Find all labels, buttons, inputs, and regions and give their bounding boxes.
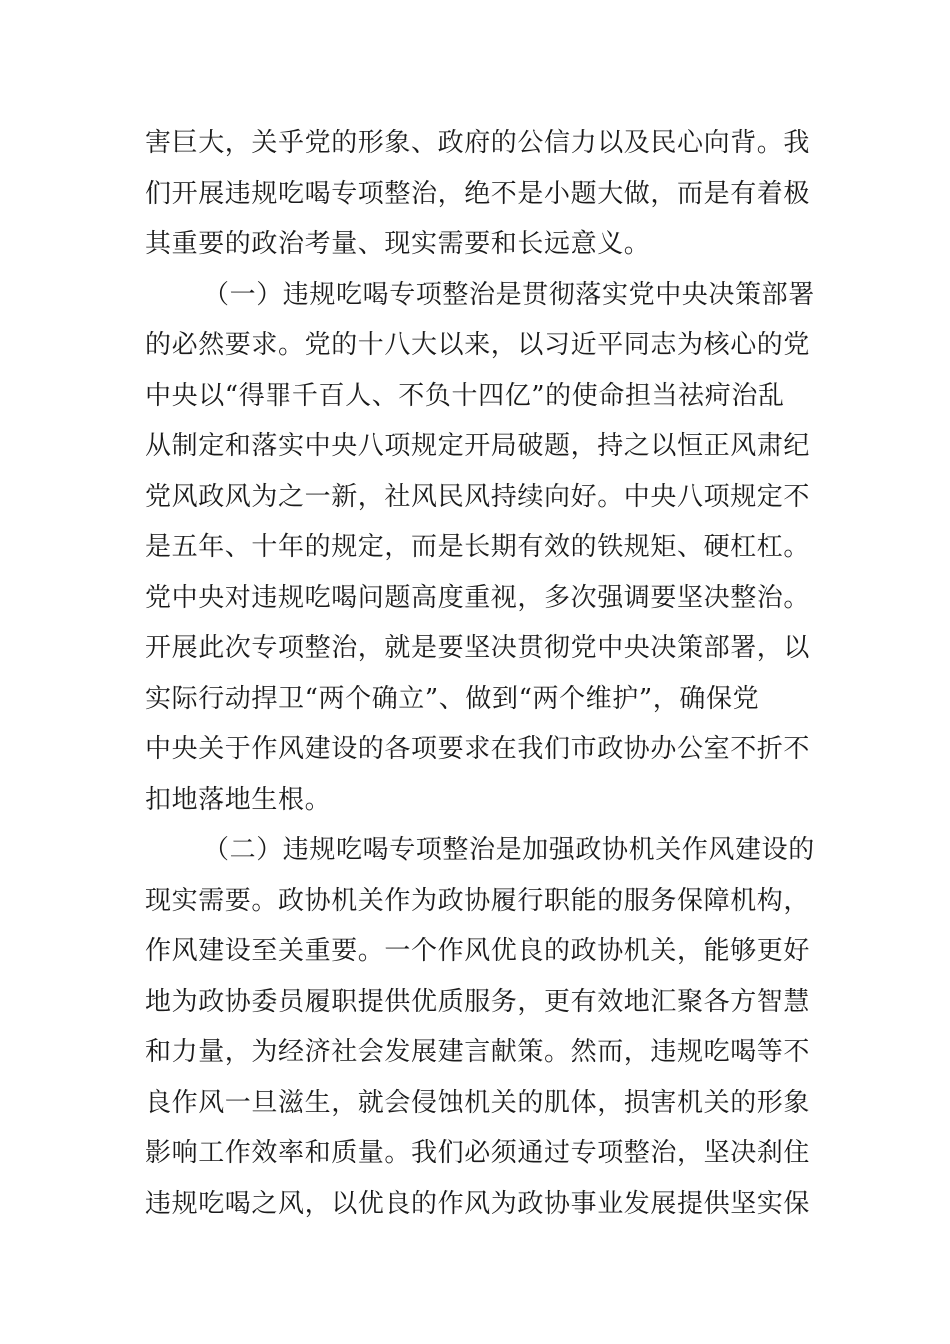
- text-line: 党风政风为之一新，社风民风持续向好。中央八项规定不: [145, 481, 811, 512]
- text-line: 地为政协委员履职提供优质服务，更有效地汇聚各方智慧: [145, 986, 811, 1017]
- text-line: 违规吃喝之风，以优良的作风为政协事业发展提供坚实保: [145, 1188, 811, 1219]
- text-line: 的必然要求。党的十八大以来，以习近平同志为核心的党: [145, 330, 811, 360]
- text-line: 扣地落地生根。: [145, 784, 332, 815]
- document-body: [145, 118, 815, 1229]
- text-line: 害巨大，关乎党的形象、政府的公信力以及民心向背。我: [145, 128, 811, 158]
- text-line: 们开展违规吃喝专项整治，绝不是小题大做，而是有着极: [145, 178, 811, 209]
- text-line: 其重要的政治考量、现实需要和长远意义。: [145, 229, 651, 259]
- text-line: 良作风一旦滋生，就会侵蚀机关的肌体，损害机关的形象: [145, 1087, 811, 1118]
- text-line: 党中央对违规吃喝问题高度重视，多次强调要坚决整治。: [145, 582, 811, 613]
- text-line: 现实需要。政协机关作为政协履行职能的服务保障机构，: [145, 885, 811, 916]
- text-line: 是五年、十年的规定，而是长期有效的铁规矩、硬杠杠。: [145, 532, 811, 562]
- text-line: 和力量，为经济社会发展建言献策。然而，违规吃喝等不: [145, 1037, 811, 1067]
- text-line: 开展此次专项整治，就是要坚决贯彻党中央决策部署，以: [145, 633, 811, 663]
- text-line: 从制定和落实中央八项规定开局破题，持之以恒正风肃纪: [145, 431, 811, 461]
- text-line: 作风建设至关重要。一个作风优良的政协机关，能够更好: [145, 936, 811, 966]
- text-line: 中央关于作风建设的各项要求在我们市政协办公室不折不: [145, 734, 811, 764]
- text-line: 影响工作效率和质量。我们必须通过专项整治，坚决刹住: [145, 1138, 811, 1168]
- section-heading-1: （一）违规吃喝专项整治是贯彻落实党中央决策部署: [203, 279, 815, 310]
- text-line: 实际行动捍卫“两个确立”、做到“两个维护”，确保党: [145, 683, 760, 714]
- text-line: 中央以“得罪千百人、不负十四亿”的使命担当祛疴治乱: [145, 380, 785, 411]
- section-heading-2: （二）违规吃喝专项整治是加强政协机关作风建设的: [203, 835, 815, 865]
